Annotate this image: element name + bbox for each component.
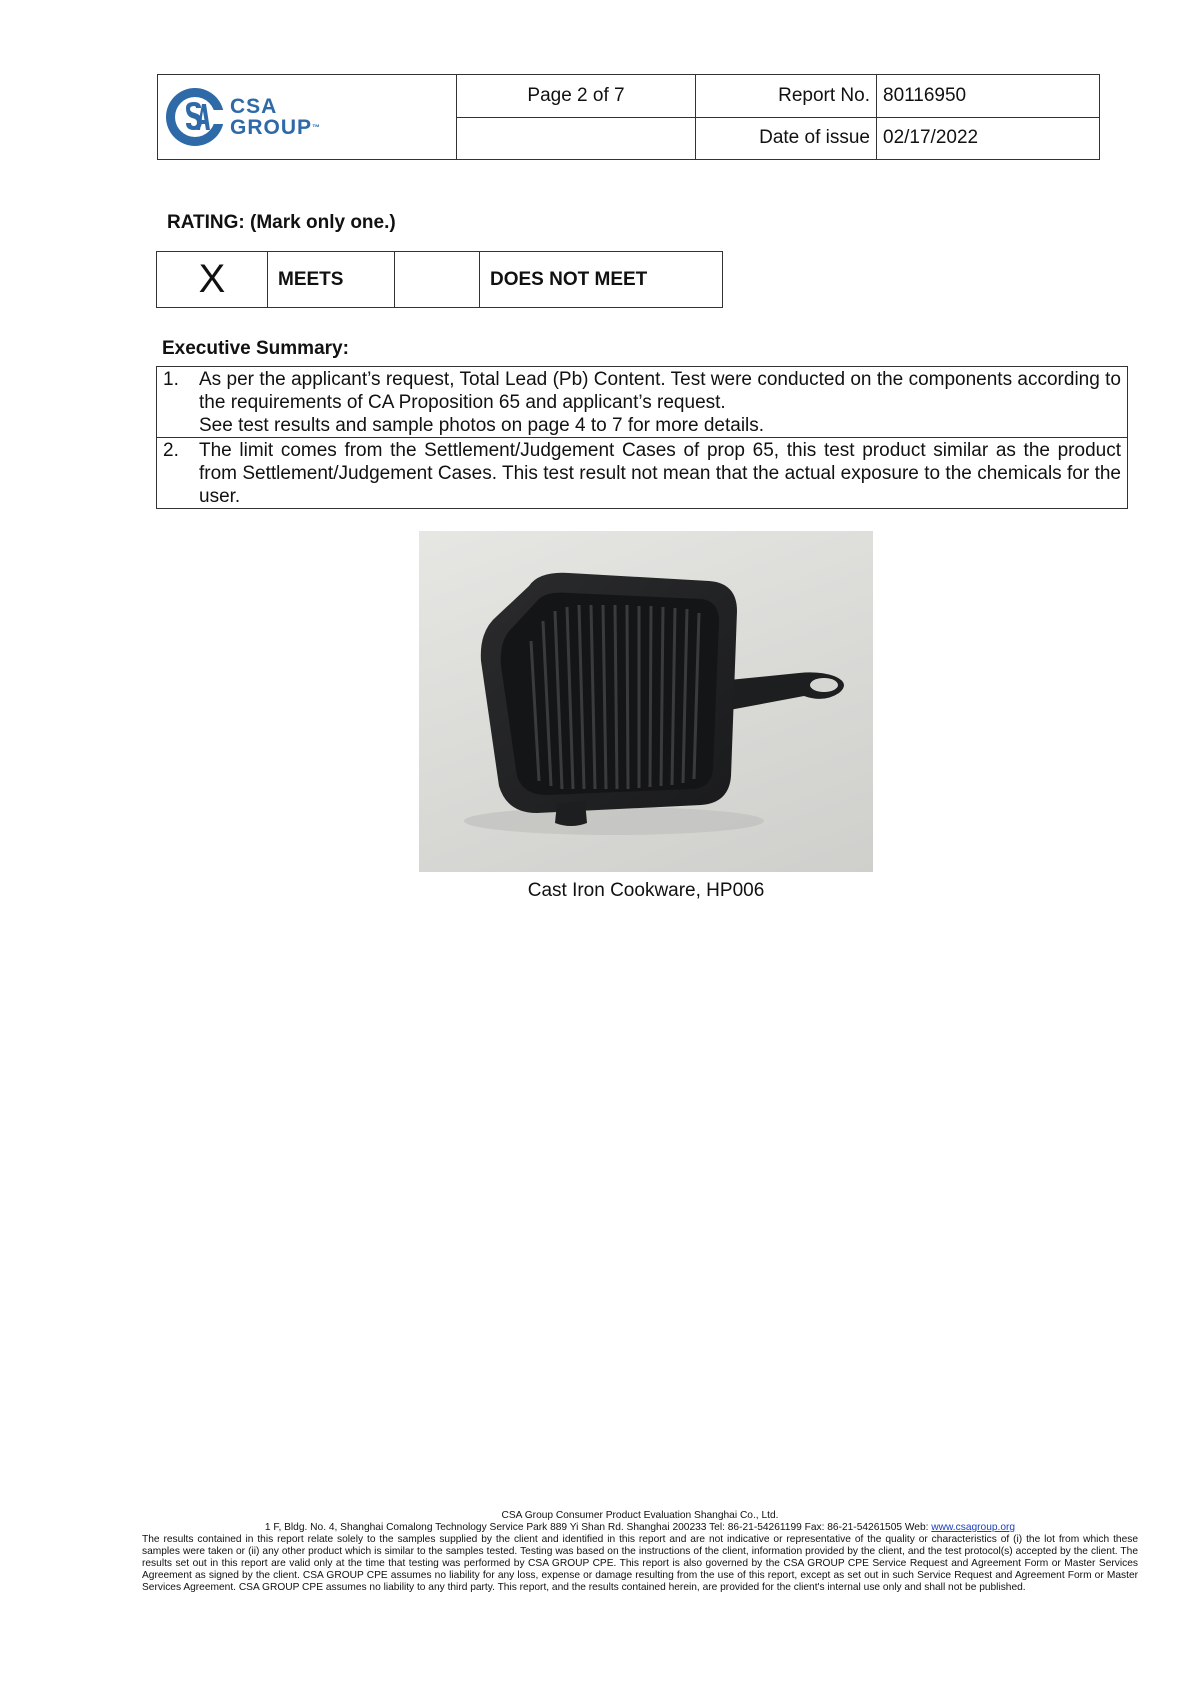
sample-photo <box>419 531 873 872</box>
photo-caption: Cast Iron Cookware, HP006 <box>527 880 765 901</box>
summary-item-text: As per the applicant’s request, Total Lead (Pb) Content. Test were conducted on the components according to the requirements of CA Proposition 65 and applicant’s request. <box>199 369 1121 413</box>
footer-address-line <box>142 1522 1138 1534</box>
date-of-issue-label: Date of issue <box>696 117 877 160</box>
cast-iron-grill-pan-image <box>419 531 873 872</box>
summary-item-number: 2. <box>163 440 179 461</box>
footer <box>142 1510 1138 1594</box>
does-not-meet-checkbox <box>395 252 480 308</box>
footer-disclaimer: The results contained in this report relate solely to the samples supplied by the client and identified in this report and are not indicative or representative of the quality or characteristics of (i) the lot from which these samples were taken or (ii) any other product which is similar to the samples tested. Testing was based on the instructions of the client, information provided by the client, and the test protocol(s) accepted by the client. The results set out in this report are valid only at the time that testing was performed by CSA GROUP CPE. This report is also governed by the CSA GROUP CPE Service Request and Agreement Form or Master Services Agreement as signed by the client. CSA GROUP CPE assumes no liability for any loss, expense or damage resulting from the use of this report, except as set out in such Service Request and Agreement Form or Master Services Agreement. CSA GROUP CPE assumes no liability to any third party. This report, and the results contained herein, are provided for the client's internal use only and shall not be published. <box>142 1534 1138 1593</box>
csa-logo <box>158 75 456 159</box>
rating-title: RATING: (Mark only one.) <box>167 212 396 233</box>
footer-web-link[interactable]: www.csagroup.org <box>931 1522 1016 1533</box>
date-of-issue-value: 02/17/2022 <box>877 117 1100 160</box>
summary-item-text: The limit comes from the Settlement/Judgement Cases of prop 65, this test product similar as the product from Settlement/Judgement Cases. This test result not mean that the actual exposure to the chemicals for the user. <box>199 440 1121 507</box>
report-header <box>157 74 1100 160</box>
footer-company: CSA Group Consumer Product Evaluation Shanghai Co., Ltd. <box>501 1510 779 1521</box>
summary-item-1 <box>157 367 1127 437</box>
logo-wordmark <box>230 96 321 138</box>
executive-summary-title: Executive Summary: <box>162 338 349 359</box>
meets-label: MEETS <box>268 252 395 308</box>
page-number: Page 2 of 7 <box>457 75 696 118</box>
report-no-value: 80116950 <box>877 75 1100 118</box>
csa-emblem-icon <box>164 84 226 150</box>
summary-item-number: 1. <box>163 369 179 390</box>
logo-line-2: GROUP <box>230 116 313 139</box>
does-not-meet-label: DOES NOT MEET <box>480 252 723 308</box>
logo-tm: ™ <box>312 123 322 132</box>
logo-line-1: CSA <box>230 95 278 118</box>
footer-address: 1 F, Bldg. No. 4, Shanghai Comalong Technology Service Park 889 Yi Shan Rd. Shanghai 200233 Tel: 86-21-54261199 Fax: 86-21-54261505 Web: <box>264 1522 932 1533</box>
rating-table <box>156 251 723 308</box>
meets-checkbox-mark: X <box>157 252 268 308</box>
summary-item-2 <box>157 437 1127 508</box>
empty-header-cell <box>457 117 696 160</box>
executive-summary-box <box>156 366 1128 509</box>
report-no-label: Report No. <box>696 75 877 118</box>
summary-item-text: See test results and sample photos on page 4 to 7 for more details. <box>199 415 765 436</box>
logo-cell <box>158 75 457 160</box>
